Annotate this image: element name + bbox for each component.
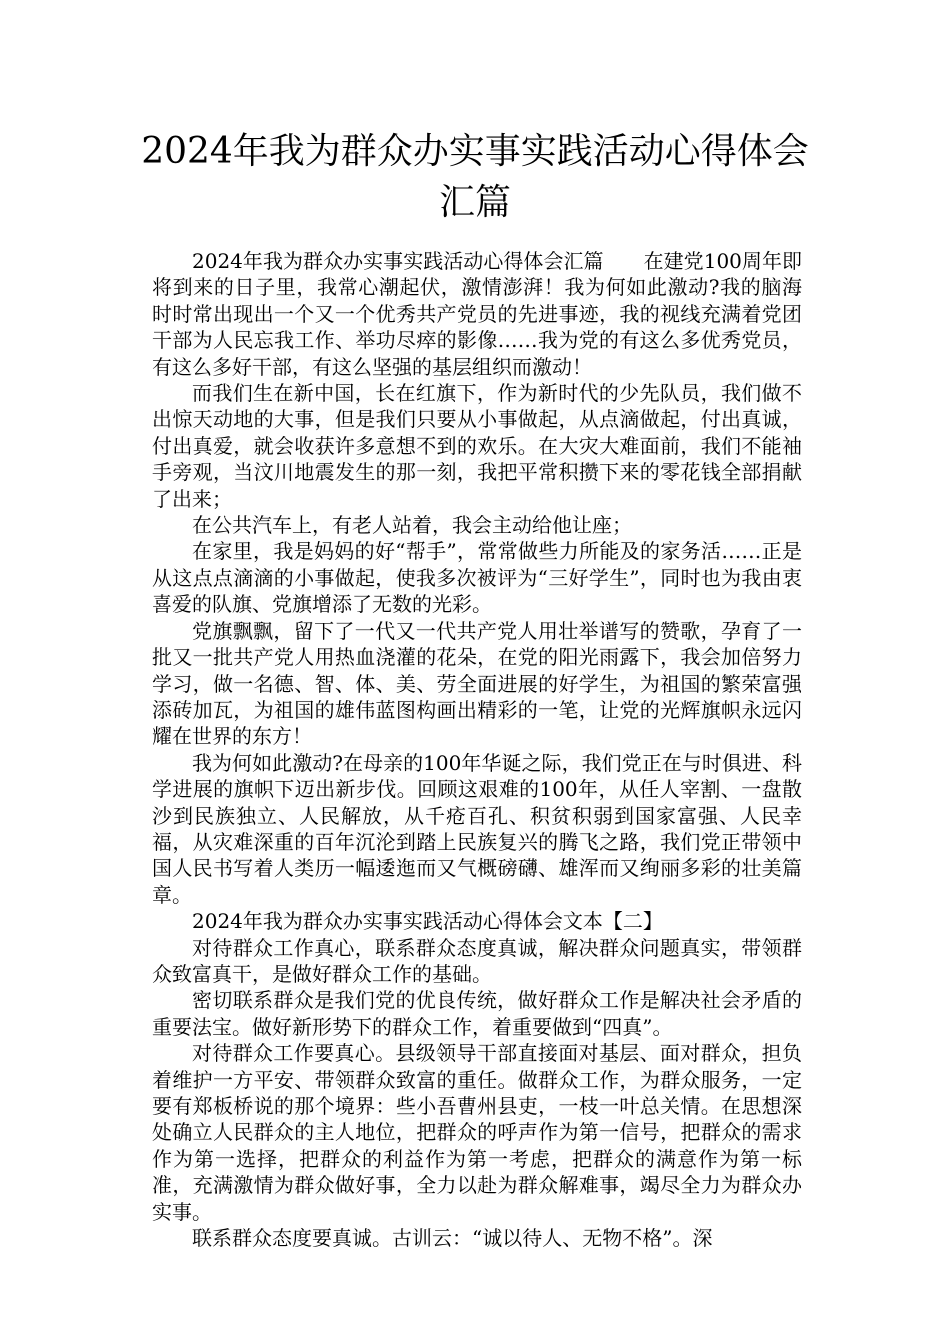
body-paragraph: 而我们生在新中国，长在红旗下，作为新时代的少先队员，我们做不出惊天动地的大事，但是我们只要从小事做起，从点滴做起，付出真诚，付出真爱，就会收获许多意想不到的欢乐。在大灾大难面前，我们不能袖手旁观，当汶川地震发生的那一刻，我把平常积攒下来的零花钱全部捐献了出来；	[152, 381, 802, 511]
body-paragraph: 我为何如此激动?在母亲的100年华诞之际，我们党正在与时俱进、科学进展的旗帜下迈出新步伐。回顾这艰难的100年，从任人宰割、一盘散沙到民族独立、人民解放，从千疮百孔、积贫积弱到国家富强、人民幸福，从灾难深重的百年沉沦到踏上民族复兴的腾飞之路，我们党正带领中国人民书写着人类历一幅逶迤而又气概磅礴、雄浑而又绚丽多彩的壮美篇章。	[152, 750, 802, 907]
body-paragraph: 对待群众工作要真心。县级领导干部直接面对基层、面对群众，担负着维护一方平安、带领群众致富的重任。做群众工作，为群众服务，一定要有郑板桥说的那个境界：些小吾曹州县吏，一枝一叶总关情。在思想深处确立人民群众的主人地位，把群众的呼声作为第一信号，把群众的需求作为第一选择，把群众的利益作为第一考虑，把群众的满意作为第一标准，充满激情为群众做好事，全力以赴为群众解难事，竭尽全力为群众办实事。	[152, 1041, 802, 1224]
body-paragraph: 在家里，我是妈妈的好“帮手”，常常做些力所能及的家务活……正是从这点点滴滴的小事做起，使我多次被评为“三好学生”，同时也为我由衷喜爱的队旗、党旗增添了无数的光彩。	[152, 539, 802, 617]
body-paragraph: 对待群众工作真心，联系群众态度真诚，解决群众问题真实，带领群众致富真干，是做好群众工作的基础。	[152, 935, 802, 986]
body-paragraph: 2024年我为群众办实事实践活动心得体会汇篇 在建党100周年即将到来的日子里，我常心潮起伏，激情澎湃！我为何如此激动?我的脑海时时常出现出一个又一个优秀共产党员的先进事迹，我的视线充满着党团干部为人民忘我工作、举功尽瘁的影像……我为党的有这么多优秀党员，有这么多好干部，有这么坚强的基层组织而激动！	[152, 249, 802, 379]
body-paragraph: 党旗飘飘，留下了一代又一代共产党人用壮举谱写的赞歌，孕育了一批又一批共产党人用热血浇灌的花朵，在党的阳光雨露下，我会加倍努力学习，做一名德、智、体、美、劳全面进展的好学生，为祖国的繁荣富强添砖加瓦，为祖国的雄伟蓝图构画出精彩的一笔，让党的光辉旗帜永远闪耀在世界的东方！	[152, 618, 802, 749]
document-title-line-2: 汇篇	[438, 182, 511, 223]
document-title-line-1: 2024年我为群众办实事实践活动心得体会	[141, 131, 809, 172]
section-heading: 2024年我为群众办实事实践活动心得体会文本【二】	[192, 909, 663, 934]
document-title	[110, 126, 840, 228]
body-paragraph: 在公共汽车上，有老人站着，我会主动给他让座；	[192, 513, 632, 538]
document-body	[152, 248, 802, 1251]
body-paragraph: 密切联系群众是我们党的优良传统，做好群众工作是解决社会矛盾的重要法宝。做好新形势下的群众工作，着重要做到“四真”。	[152, 988, 802, 1039]
body-paragraph: 联系群众态度要真诚。古训云：“诚以待人、无物不格”。深	[192, 1226, 713, 1251]
